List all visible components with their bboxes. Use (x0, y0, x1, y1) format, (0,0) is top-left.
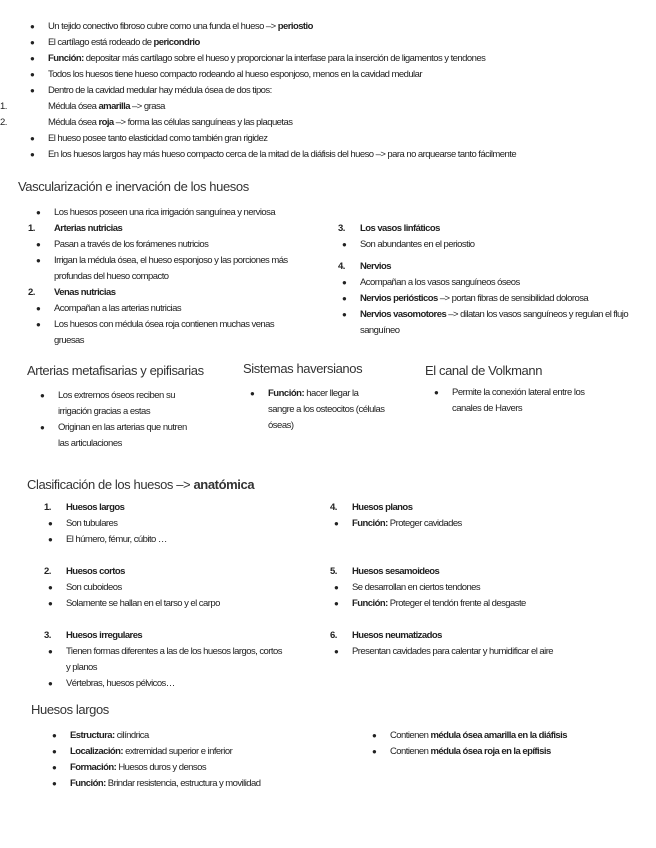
numbered-heading (330, 500, 650, 516)
item-text: Acompañan a las arterias nutricias (54, 303, 182, 314)
item-text: El hueso posee tanto elasticidad como también gran rigidez (48, 133, 268, 144)
meta-list (36, 388, 196, 452)
item-bold: pericondrio (153, 37, 200, 48)
item-bold: Huesos largos (66, 502, 125, 513)
list-item (48, 760, 348, 776)
item-text: Brindar resistencia, estructura y movilidad (105, 778, 261, 789)
bullet-icon: ● (52, 747, 57, 756)
numbered-heading (338, 259, 654, 275)
item-bold: Función: (48, 53, 84, 64)
item-bold: Huesos irregulares (66, 630, 143, 641)
item-text: Contienen (390, 730, 431, 741)
bullet-icon: ● (48, 583, 53, 592)
item-text: Presentan cavidades para calentar y humidificar el aire (352, 646, 554, 657)
item-text: Se desarrollan en ciertos tendones (352, 582, 481, 593)
list-item (32, 205, 302, 221)
item-number: 1. (0, 101, 7, 112)
bullet-icon: ● (30, 134, 35, 143)
list-item (32, 253, 302, 285)
havers-list (246, 386, 386, 434)
item-bold: periostio (277, 21, 313, 32)
item-number: 2. (44, 566, 51, 577)
numbered-heading (44, 628, 284, 644)
list-item (26, 147, 654, 163)
item-text: Son abundantes en el periostio (360, 239, 475, 250)
item-number: 1. (44, 502, 51, 513)
bullet-icon: ● (36, 256, 41, 265)
bullet-icon: ● (36, 240, 41, 249)
section-heading-vascularizacion: Vascularización e inervación de los huesos (18, 179, 249, 194)
item-text: –> forma las células sanguíneas y las plaquetas (113, 117, 293, 128)
numbered-item (0, 99, 654, 115)
item-text: Contienen (390, 746, 431, 757)
section-heading-arterias-metafisarias: Arterias metafisarias y epifisarias (27, 363, 204, 378)
list-item (32, 301, 302, 317)
clasif-left-column (44, 500, 284, 692)
list-item (44, 644, 284, 676)
list-item (26, 83, 654, 99)
numbered-heading (28, 221, 302, 237)
item-text: Huesos duros y densos (116, 762, 207, 773)
item-number: 1. (28, 223, 35, 234)
bullet-icon: ● (30, 150, 35, 159)
item-text: Médula ósea (48, 101, 99, 112)
section-heading-clasificacion (27, 477, 254, 492)
item-text: En los huesos largos hay más hueso compacto cerca de la mitad de la diáfisis del hueso –> para no arquearse tanto fácilmente (48, 149, 517, 160)
item-bold: Huesos sesamoideos (352, 566, 440, 577)
bullet-icon: ● (334, 519, 339, 528)
bullet-icon: ● (434, 388, 439, 397)
item-bold: Arterias nutricias (54, 223, 123, 234)
bullet-icon: ● (30, 38, 35, 47)
list-item (32, 317, 302, 349)
section-heading-sistemas-haversianos: Sistemas haversianos (243, 361, 363, 376)
bullet-icon: ● (372, 747, 377, 756)
list-item (26, 19, 654, 35)
item-number: 5. (330, 566, 337, 577)
bullet-icon: ● (48, 599, 53, 608)
item-bold: Nervios (360, 261, 392, 272)
intro-list (0, 19, 654, 163)
item-bold: Función: (352, 598, 388, 609)
heading-text: Clasificación de los huesos –> (27, 477, 194, 492)
item-number: 4. (338, 261, 345, 272)
item-text: Originan en las arterias que nutren las articulaciones (58, 422, 187, 449)
item-text: Pasan a través de los forámenes nutricios (54, 239, 209, 250)
numbered-heading (330, 564, 650, 580)
bullet-icon: ● (372, 731, 377, 740)
numbered-heading (44, 500, 284, 516)
section-heading-huesos-largos: Huesos largos (31, 702, 109, 717)
bullet-icon: ● (342, 310, 347, 319)
bullet-icon: ● (30, 54, 35, 63)
item-number: 4. (330, 502, 337, 513)
item-bold: médula ósea roja en la epífisis (430, 746, 551, 757)
item-text: Dentro de la cavidad medular hay médula ósea de dos tipos: (48, 85, 272, 96)
numbered-heading (330, 628, 650, 644)
item-number: 2. (0, 117, 7, 128)
item-text: Proteger cavidades (387, 518, 462, 529)
list-item (32, 237, 302, 253)
bullet-icon: ● (250, 389, 255, 398)
numbered-heading (338, 221, 654, 237)
item-text: Permite la conexión lateral entre los canales de Havers (452, 387, 585, 414)
list-item (330, 596, 650, 612)
item-bold: Localización: (70, 746, 124, 757)
list-item (338, 237, 654, 253)
bullet-icon: ● (48, 647, 53, 656)
bullet-icon: ● (30, 70, 35, 79)
item-text: extremidad superior e inferior (123, 746, 233, 757)
heading-bold: anatómica (193, 477, 255, 492)
numbered-item (0, 115, 654, 131)
item-number: 2. (28, 287, 35, 298)
item-bold: Función: (70, 778, 106, 789)
item-bold: Huesos cortos (66, 566, 125, 577)
item-bold: amarilla (98, 101, 130, 112)
item-bold: roja (98, 117, 114, 128)
vasc-right-column (338, 221, 654, 339)
list-item (44, 676, 284, 692)
bullet-icon: ● (52, 779, 57, 788)
item-bold: médula ósea amarilla en la diáfisis (430, 730, 567, 741)
item-bold: Nervios periósticos (360, 293, 438, 304)
list-item (44, 532, 284, 548)
item-text: Los huesos poseen una rica irrigación sanguínea y nerviosa (54, 207, 276, 218)
list-item (36, 388, 196, 420)
item-bold: Función: (352, 518, 388, 529)
list-item (330, 580, 650, 596)
bullet-icon: ● (342, 294, 347, 303)
bullet-icon: ● (342, 240, 347, 249)
item-text: El cartílago está rodeado de (48, 37, 154, 48)
item-text: hacer llegar la sangre a los osteocitos (células óseas) (268, 388, 385, 431)
section-heading-canal-volkmann: El canal de Volkmann (425, 363, 543, 378)
item-number: 6. (330, 630, 337, 641)
item-text: El húmero, fémur, cúbito … (66, 534, 167, 545)
bullet-icon: ● (334, 583, 339, 592)
volkmann-list (430, 385, 610, 417)
bullet-icon: ● (40, 423, 45, 432)
item-text: Médula ósea (48, 117, 99, 128)
item-text: Proteger el tendón frente al desgaste (387, 598, 526, 609)
list-item (246, 386, 386, 434)
list-item (48, 728, 348, 744)
largos-right-list (368, 728, 648, 760)
bullet-icon: ● (36, 320, 41, 329)
bullet-icon: ● (334, 647, 339, 656)
bullet-icon: ● (36, 304, 41, 313)
item-text: –> grasa (129, 101, 165, 112)
item-text: Solamente se hallan en el tarso y el carpo (66, 598, 220, 609)
list-item (368, 744, 648, 760)
list-item (338, 275, 654, 291)
item-bold: Venas nutricias (54, 287, 116, 298)
item-text: Irrigan la médula ósea, el hueso esponjoso y las porciones más profundas del hueso compacto (54, 255, 288, 282)
item-text: cilíndrica (114, 730, 149, 741)
item-number: 3. (338, 223, 345, 234)
bullet-icon: ● (52, 731, 57, 740)
item-text: depositar más cartílago sobre el hueso y proporcionar la interfase para la inserción de ligamentos y tendones (83, 53, 486, 64)
item-text: Tienen formas diferentes a las de los huesos largos, cortos y planos (66, 646, 282, 673)
item-text: –> portan fibras de sensibilidad dolorosa (437, 293, 589, 304)
list-item (26, 51, 654, 67)
list-item (330, 516, 650, 532)
list-item (26, 67, 654, 83)
list-item (338, 291, 654, 307)
bullet-icon: ● (48, 519, 53, 528)
item-bold: Estructura: (70, 730, 115, 741)
vasc-left-column (28, 205, 302, 349)
list-item (430, 385, 610, 417)
list-item (368, 728, 648, 744)
list-item (330, 644, 650, 660)
bullet-icon: ● (30, 22, 35, 31)
item-text: Son cuboideos (66, 582, 122, 593)
item-text: Son tubulares (66, 518, 118, 529)
item-bold: Función: (268, 388, 305, 399)
item-text: Un tejido conectivo fibroso cubre como una funda el hueso –> (48, 21, 278, 32)
list-item (44, 516, 284, 532)
list-item (36, 420, 196, 452)
list-item (44, 596, 284, 612)
numbered-heading (28, 285, 302, 301)
item-bold: Huesos planos (352, 502, 413, 513)
list-item (48, 776, 348, 792)
bullet-icon: ● (342, 278, 347, 287)
clasif-right-column (330, 500, 650, 660)
numbered-heading (44, 564, 284, 580)
item-text: Los extremos óseos reciben su irrigación gracias a estas (58, 390, 175, 417)
bullet-icon: ● (48, 535, 53, 544)
item-bold: Formación: (70, 762, 117, 773)
bullet-icon: ● (40, 391, 45, 400)
bullet-icon: ● (30, 86, 35, 95)
list-item (48, 744, 348, 760)
item-bold: Huesos neumatizados (352, 630, 442, 641)
item-text: Los huesos con médula ósea roja contienen muchas venas gruesas (54, 319, 275, 346)
bullet-icon: ● (48, 679, 53, 688)
item-text: –> dilatan los vasos sanguíneos y regulan el flujo sanguíneo (360, 309, 629, 336)
item-text: Acompañan a los vasos sanguíneos óseos (360, 277, 520, 288)
list-item (44, 580, 284, 596)
list-item (26, 35, 654, 51)
list-item (26, 131, 654, 147)
item-bold: Los vasos linfáticos (360, 223, 440, 234)
item-text: Todos los huesos tiene hueso compacto rodeando al hueso esponjoso, menos en la cavidad medular (48, 69, 422, 80)
largos-left-list (48, 728, 348, 792)
item-text: Vértebras, huesos pélvicos… (66, 678, 175, 689)
item-bold: Nervios vasomotores (360, 309, 447, 320)
bullet-icon: ● (334, 599, 339, 608)
list-item (338, 307, 654, 339)
bullet-icon: ● (36, 208, 41, 217)
bullet-icon: ● (52, 763, 57, 772)
item-number: 3. (44, 630, 51, 641)
